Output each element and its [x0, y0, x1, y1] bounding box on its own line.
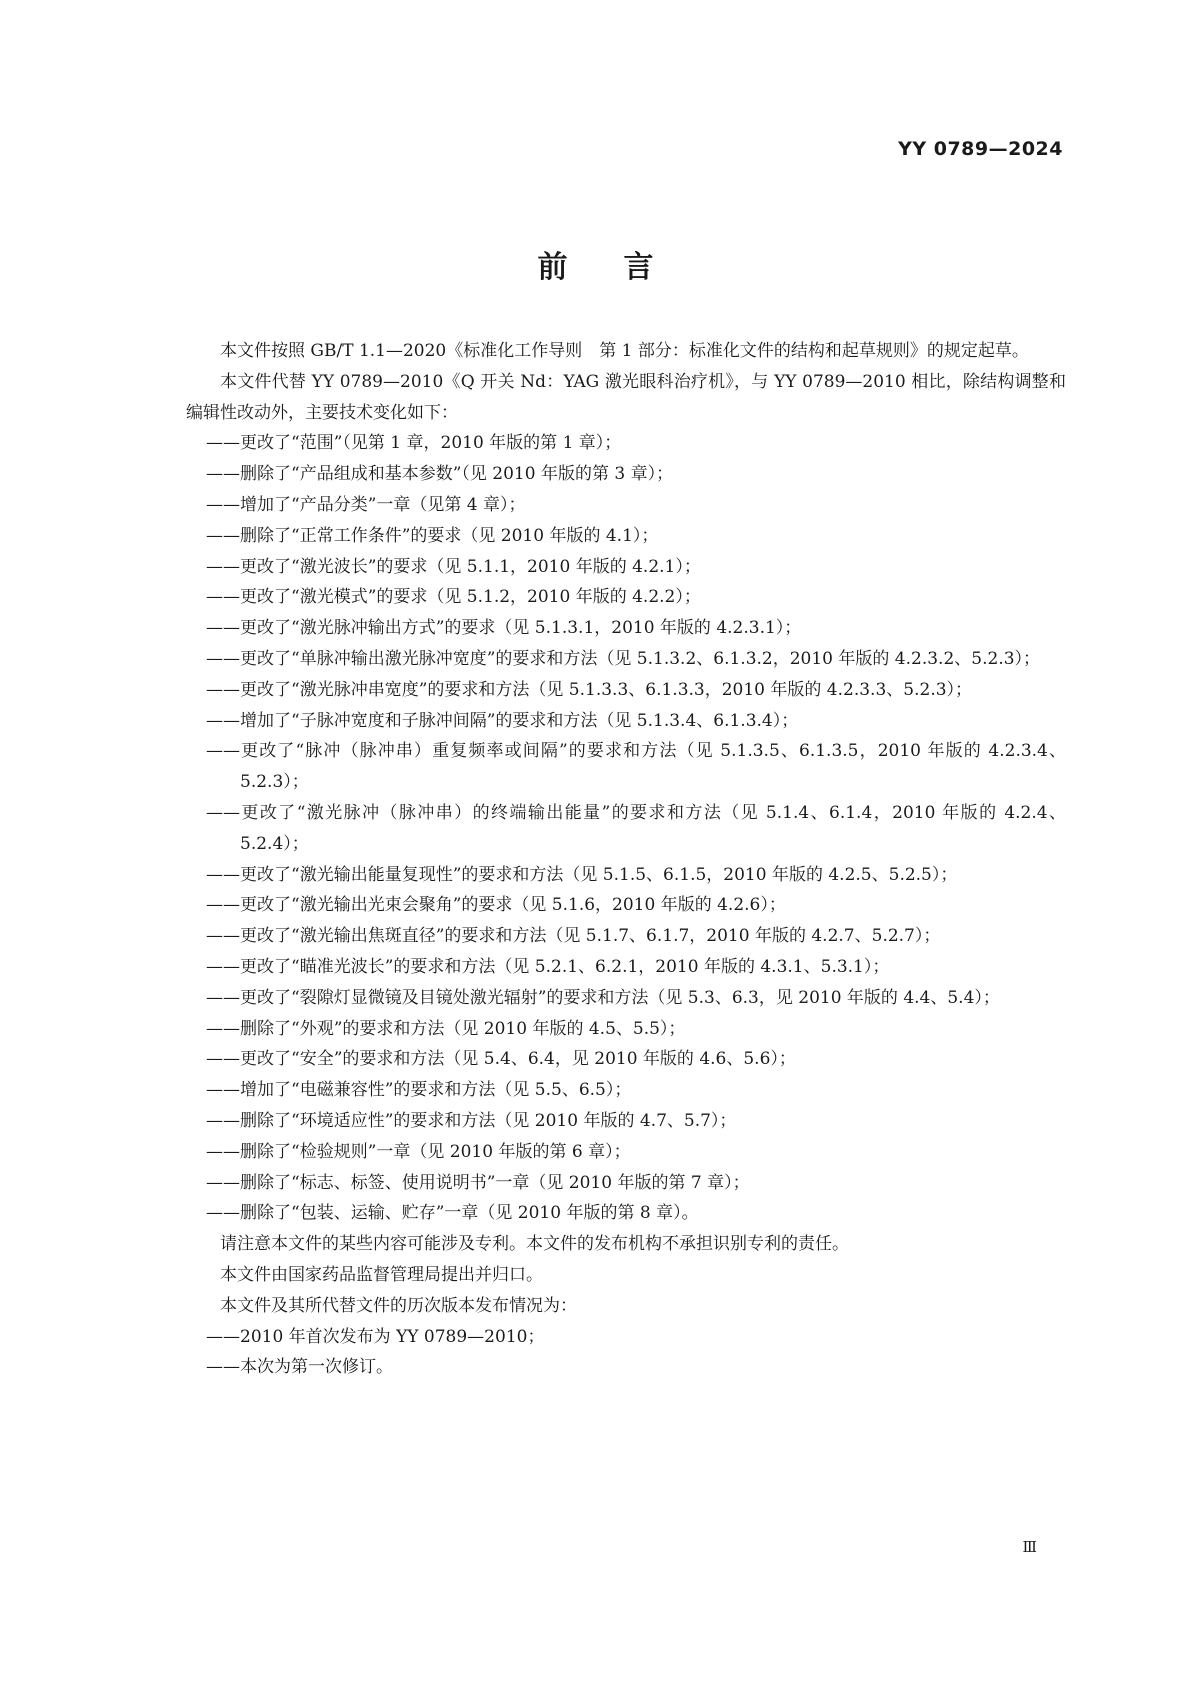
- list-item: ——删除了“产品组成和基本参数”（见 2010 年版的第 3 章）；: [206, 464, 674, 485]
- list-item: ——更改了“单脉冲输出激光脉冲宽度”的要求和方法（见 5.1.3.2、6.1.3.2，2010 年版的 4.2.3.2、5.2.3）；: [206, 648, 1041, 669]
- list-item: ——2010 年首次发布为 YY 0789—2010；: [206, 1326, 545, 1347]
- list-item: ——删除了“包装、运输、贮存”一章（见 2010 年版的第 8 章）。: [206, 1203, 699, 1224]
- list-item: ——更改了“脉冲（脉冲串）重复频率或间隔”的要求和方法（见 5.1.3.5、6.1.3.5，2010 年版的 4.2.3.4、5.2.3）；: [206, 741, 1066, 793]
- list-item: ——更改了“激光输出光束会聚角”的要求（见 5.1.6，2010 年版的 4.2.6）；: [206, 895, 786, 916]
- list-item: ——删除了“标志、标签、使用说明书”一章（见 2010 年版的第 7 章）；: [206, 1172, 750, 1193]
- paragraph-history-intro: 本文件及其所代替文件的历次版本发布情况为：: [220, 1295, 577, 1316]
- list-item: ——更改了“激光脉冲串宽度”的要求和方法（见 5.1.3.3、6.1.3.3，2010 年版的 4.2.3.3、5.2.3）；: [206, 679, 973, 700]
- doc-code: YY 0789—2024: [898, 138, 1063, 160]
- list-item: ——更改了“瞄准光波长”的要求和方法（见 5.2.1、6.2.1，2010 年版的 4.3.1、5.3.1）；: [206, 956, 890, 977]
- change-list: [186, 428, 1066, 1229]
- paragraph-proposer: 本文件由国家药品监督管理局提出并归口。: [220, 1264, 543, 1285]
- list-item: ——更改了“范围”（见第 1 章，2010 年版的第 1 章）；: [206, 433, 622, 454]
- list-item: ——增加了“子脉冲宽度和子脉冲间隔”的要求和方法（见 5.1.3.4、6.1.3.4）；: [206, 710, 799, 731]
- paragraph-drafting-basis: 本文件按照 GB/T 1.1—2020《标准化工作导则 第 1 部分：标准化文件的结构和起草规则》的规定起草。: [220, 341, 1029, 361]
- list-item: ——删除了“正常工作条件”的要求（见 2010 年版的 4.1）；: [206, 525, 659, 546]
- list-item: ——增加了“电磁兼容性”的要求和方法（见 5.5、6.5）；: [206, 1080, 632, 1101]
- page-number: Ⅲ: [1022, 1538, 1037, 1556]
- list-item: ——删除了“外观”的要求和方法（见 2010 年版的 4.5、5.5）；: [206, 1018, 686, 1039]
- list-item: ——更改了“激光输出焦斑直径”的要求和方法（见 5.1.7、6.1.7，2010 年版的 4.2.7、5.2.7）；: [206, 926, 941, 947]
- list-item: ——删除了“检验规则”一章（见 2010 年版的第 6 章）；: [206, 1141, 631, 1162]
- list-item: ——增加了“产品分类”一章（见第 4 章）；: [206, 494, 526, 515]
- paragraph-replacement: 本文件代替 YY 0789—2010《Q 开关 Nd：YAG 激光眼科治疗机》，与 YY 0789—2010 相比，除结构调整和编辑性改动外，主要技术变化如下：: [186, 371, 1066, 423]
- list-item: ——更改了“裂隙灯显微镜及目镜处激光辐射”的要求和方法（见 5.3、6.3，见 2010 年版的 4.4、5.4）；: [206, 987, 1000, 1008]
- list-item: ——更改了“激光模式”的要求（见 5.1.2，2010 年版的 4.2.2）；: [206, 587, 701, 608]
- list-item: ——更改了“安全”的要求和方法（见 5.4、6.4，见 2010 年版的 4.6、5.6）；: [206, 1049, 796, 1070]
- list-item: ——本次为第一次修订。: [206, 1357, 393, 1378]
- list-item: ——更改了“激光脉冲输出方式”的要求（见 5.1.3.1，2010 年版的 4.2.3.1）；: [206, 618, 802, 639]
- paragraph-patent-notice: 请注意本文件的某些内容可能涉及专利。本文件的发布机构不承担识别专利的责任。: [220, 1234, 849, 1255]
- list-item: ——删除了“环境适应性”的要求和方法（见 2010 年版的 4.7、5.7）；: [206, 1110, 737, 1131]
- list-item: ——更改了“激光脉冲（脉冲串）的终端输出能量”的要求和方法（见 5.1.4、6.1.4，2010 年版的 4.2.4、5.2.4）；: [206, 802, 1066, 854]
- body-text: [186, 336, 1066, 1383]
- page-title: 前言: [537, 250, 710, 285]
- history-list: [186, 1322, 1066, 1384]
- list-item: ——更改了“激光波长”的要求（见 5.1.1，2010 年版的 4.2.1）；: [206, 556, 701, 577]
- list-item: ——更改了“激光输出能量复现性”的要求和方法（见 5.1.5、6.1.5，2010 年版的 4.2.5、5.2.5）；: [206, 864, 958, 885]
